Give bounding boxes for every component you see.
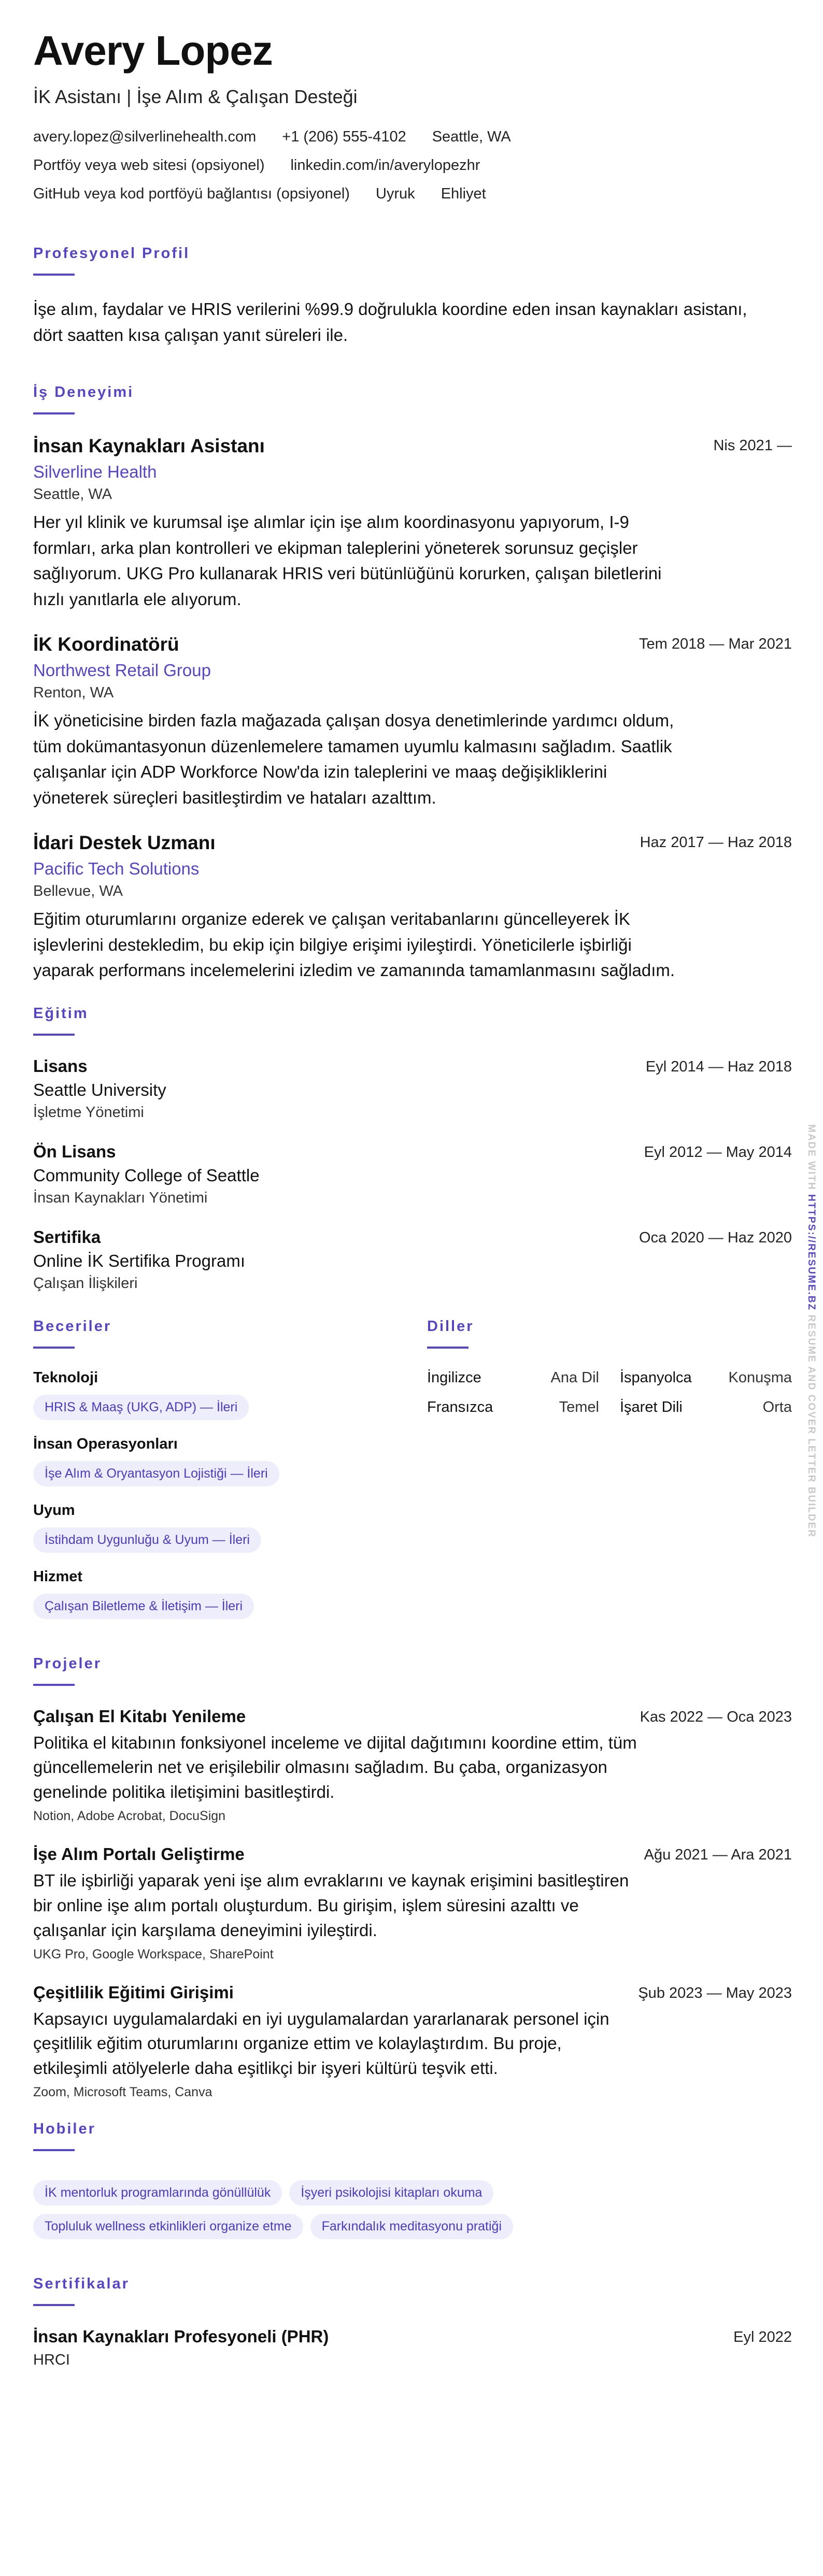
skill-chip: İstihdam Uygunluğu & Uyum — İleri [33,1527,261,1553]
language-list [427,1369,792,1416]
skill-group [33,1502,427,1553]
section-divider [33,412,75,414]
watermark-prefix: MADE WITH [806,1124,817,1191]
section-divider [427,1347,469,1349]
skill-chip: İşe Alım & Oryantasyon Lojistiği — İleri [33,1461,279,1486]
project-entry [33,1844,792,1962]
section-title: Profesyonel Profil [33,245,190,262]
job-description: Her yıl klinik ve kurumsal işe alımlar için işe alım koordinasyonu yapıyorum, I-9 formları, arka plan kontrolleri ve ekipman taleplerini yöneterek sorunsuz geçişler sağlıyorum. UKG Pro kullanarak HRIS veri bütünlüğünü korurken, çalışan biletlerini hızlı yanıtlarla ele alıyorum. [33,512,662,609]
job-location: Renton, WA [33,684,114,701]
project-tools: Notion, Adobe Acrobat, DocuSign [33,1809,226,1824]
job-date: Haz 2017 — Haz 2018 [640,834,792,851]
experience-section [33,384,792,983]
resume-page [33,0,792,2369]
job-description: Eğitim oturumlarını organize ederek ve çalışan veritabanlarını güncelleyerek İK işlevlerini destekledim, bu ekip için bilgiye erişimi iyileştirdi. Yöneticilerle işbirliği yaparak performans incelemelerini izledim ve zamanında tamamlanmasını sağladım. [33,909,675,980]
skill-group [33,1568,427,1619]
job-title: İnsan Kaynakları Asistanı [33,435,265,456]
skill-category: Teknoloji [33,1369,98,1386]
experience-entry [33,832,792,983]
job-company: Silverline Health [33,462,157,481]
section-divider [33,1034,75,1036]
job-company: Northwest Retail Group [33,661,211,680]
field-of-study: Çalışan İlişkileri [33,1275,138,1292]
school: Online İK Sertifika Programı [33,1251,245,1270]
job-company: Pacific Tech Solutions [33,859,200,878]
certification-issuer: HRCI [33,2352,70,2369]
projects-section [33,1655,792,2100]
experience-entry [33,634,792,810]
hobby-chip: Farkındalık meditasyonu pratiği [310,2214,513,2239]
profile-summary: İşe alım, faydalar ve HRIS verilerini %99.9 doğrulukla koordine eden insan kaynakları asistanı, dört saatten kısa çalışan yanıt süreleri ile. [33,299,747,345]
section-title: Projeler [33,1655,102,1672]
hobby-chip: İK mentorluk programlarında gönüllülük [33,2180,282,2206]
language-item [427,1369,599,1386]
language-level: Ana Dil [550,1369,599,1386]
contact-phone[interactable]: +1 (206) 555-4102 [282,128,406,145]
skill-category: Hizmet [33,1568,83,1585]
skills-section [33,1318,427,1635]
contact-linkedin[interactable]: linkedin.com/in/averylopezhr [290,157,480,174]
job-location: Seattle, WA [33,486,112,503]
language-item [427,1399,599,1416]
contact-github[interactable]: GitHub veya kod portföyü bağlantısı (opsiyonel) [33,185,350,202]
experience-entry [33,435,792,612]
field-of-study: İşletme Yönetimi [33,1104,144,1121]
watermark-link[interactable]: HTTPS://RESUME.BZ [806,1194,817,1311]
language-item [620,1399,792,1416]
certifications-section [33,2276,792,2369]
section-divider [33,2149,75,2151]
candidate-name: Avery Lopez [33,27,273,74]
section-title: Diller [427,1318,474,1335]
certification-entry [33,2327,792,2369]
skill-category: Uyum [33,1501,75,1519]
project-description: BT ile işbirliği yaparak yeni işe alım evraklarını ve kaynak erişimini basitleştiren bir online işe alım portalı oluşturdum. Bu girişim, işlem süresini azalttı ve çalışanlar için karşılama deneyimini iyileştirdi. [33,1871,629,1940]
section-divider [33,274,75,276]
skill-chip: HRIS & Maaş (UKG, ADP) — İleri [33,1395,249,1420]
education-section [33,1005,792,1292]
section-title: Eğitim [33,1005,89,1022]
hobbies-section [33,2121,792,2239]
language-name: Fransızca [427,1398,493,1415]
certification-date: Eyl 2022 [733,2329,792,2346]
project-title: İşe Alım Portalı Geliştirme [33,1844,245,1864]
watermark-suffix: RESUME AND COVER LETTER BUILDER [806,1314,817,1538]
section-title: Hobiler [33,2121,96,2138]
section-title: Sertifikalar [33,2276,130,2293]
contact-list [33,128,792,214]
degree: Sertifika [33,1227,101,1247]
project-date: Şub 2023 — May 2023 [638,1984,792,2001]
job-date: Nis 2021 — [713,437,792,454]
education-entry [33,1056,792,1121]
language-name: İngilizce [427,1369,481,1386]
language-name: İspanyolca [620,1369,692,1386]
profile-section [33,245,792,348]
candidate-title: İK Asistanı | İşe Alım & Çalışan Desteği [33,86,358,107]
language-item [620,1369,792,1386]
education-date: Eyl 2014 — Haz 2018 [645,1058,792,1075]
builder-watermark [805,1124,817,1538]
language-level: Konuşma [728,1369,792,1386]
degree: Lisans [33,1056,88,1076]
school: Seattle University [33,1080,166,1099]
education-entry [33,1142,792,1207]
project-description: Kapsayıcı uygulamalardaki en iyi uygulamalardan yararlanarak personel için çeşitlilik eğitim oturumlarını organize ettim ve kolaylaştırdım. Bu proje, etkileşimli atölyelerle daha eşitlikçi bir işyeri kültürü teşvik etti. [33,2009,609,2078]
hobby-list [33,2172,551,2239]
project-entry [33,1983,792,2100]
project-title: Çeşitlilik Eğitimi Girişimi [33,1982,234,2002]
hobby-chip: İşyeri psikolojisi kitapları okuma [289,2180,493,2206]
job-location: Bellevue, WA [33,883,123,899]
project-description: Politika el kitabının fonksiyonel inceleme ve dijital dağıtımını koordine ettim, tüm güncellemelerin net ve erişilebilir olmasını sağladım. Bu çaba, organizasyon genelinde politika iletişimini basitleştirdi. [33,1733,637,1802]
education-entry [33,1227,792,1292]
certification-title: İnsan Kaynakları Profesyoneli (PHR) [33,2327,329,2346]
contact-nationality: Uyruk [375,185,415,202]
languages-section [427,1318,792,1635]
language-level: Temel [559,1398,599,1415]
project-date: Kas 2022 — Oca 2023 [640,1708,792,1725]
contact-license: Ehliyet [441,185,486,202]
project-date: Ağu 2021 — Ara 2021 [644,1847,792,1864]
skill-group [33,1436,427,1486]
job-title: İK Koordinatörü [33,634,179,655]
contact-portfolio[interactable]: Portföy veya web sitesi (opsiyonel) [33,157,265,174]
section-title: İş Deneyimi [33,384,134,400]
skills-languages-row [33,1318,792,1635]
section-divider [33,2304,75,2306]
project-tools: Zoom, Microsoft Teams, Canva [33,2085,212,2100]
skill-category: İnsan Operasyonları [33,1435,178,1452]
job-title: İdari Destek Uzmanı [33,832,216,853]
education-date: Oca 2020 — Haz 2020 [638,1229,792,1246]
degree: Ön Lisans [33,1141,116,1161]
resume-header [33,27,792,214]
skill-chip: Çalışan Biletleme & İletişim — İleri [33,1594,254,1619]
section-title: Beceriler [33,1318,112,1335]
school: Community College of Seattle [33,1165,260,1185]
contact-location: Seattle, WA [432,128,511,145]
contact-email[interactable]: avery.lopez@silverlinehealth.com [33,128,257,145]
language-name: İşaret Dili [620,1398,683,1415]
project-title: Çalışan El Kitabı Yenileme [33,1706,246,1726]
skill-group [33,1369,427,1420]
job-date: Tem 2018 — Mar 2021 [639,636,792,652]
project-tools: UKG Pro, Google Workspace, SharePoint [33,1947,274,1962]
hobby-chip: Topluluk wellness etkinlikleri organize etme [33,2214,303,2239]
job-description: İK yöneticisine birden fazla mağazada çalışan dosya denetimlerinde yardımcı oldum, tüm dokümantasyonun düzenlemelere tamamen uyumlu kalmasını sağladım. Saatlik çalışanlar için ADP Workforce Now'da izin taleplerini ve maaş değişikliklerini yöneterek süreçleri basitleştirdim ve hataları azalttım. [33,711,674,807]
education-date: Eyl 2012 — May 2014 [644,1143,792,1161]
section-divider [33,1347,75,1349]
section-divider [33,1684,75,1686]
language-level: Orta [762,1398,792,1415]
field-of-study: İnsan Kaynakları Yönetimi [33,1189,208,1206]
project-entry [33,1707,792,1824]
